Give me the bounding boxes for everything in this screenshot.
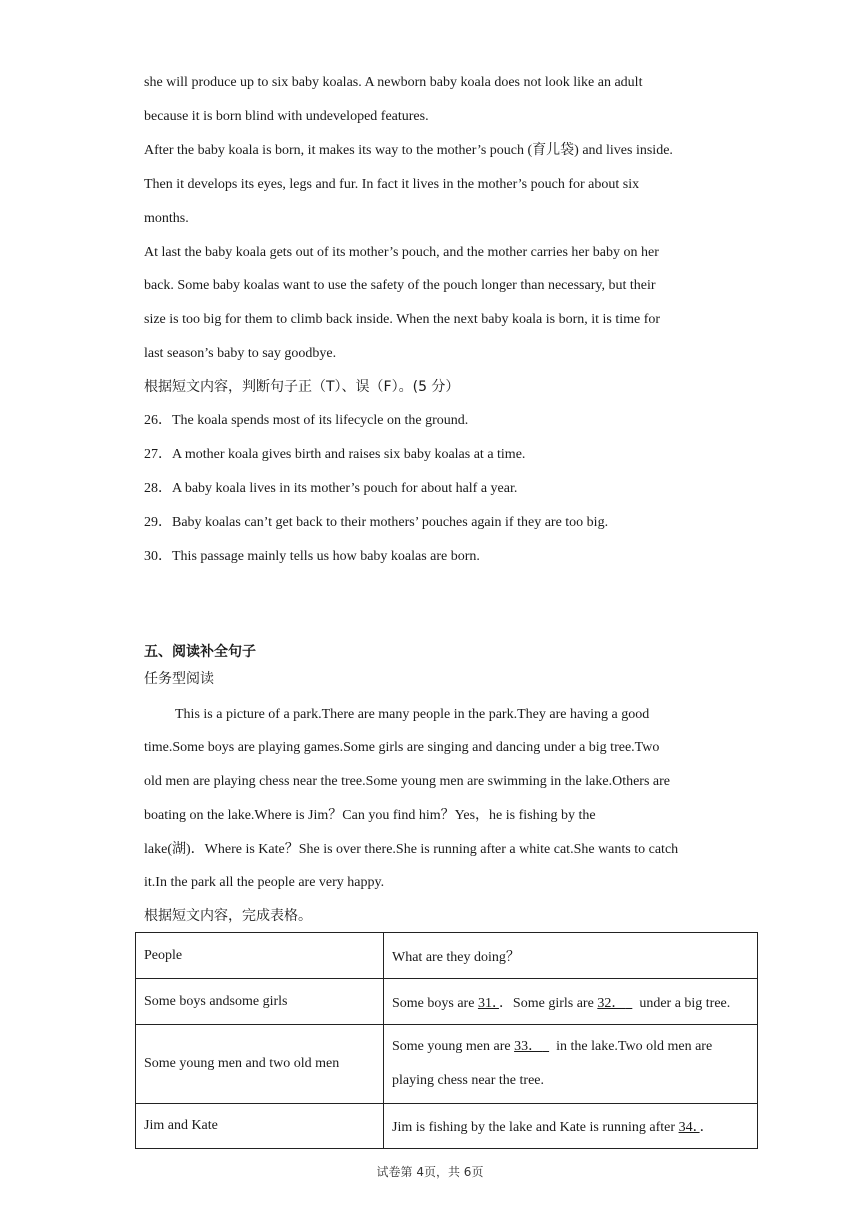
- table-header-row: [136, 933, 758, 979]
- cell-activity: [384, 1104, 758, 1149]
- cell-text: Some boys are: [392, 995, 478, 1011]
- question-item: 28．A baby koala lives in its mother’s pouch for about half a year.: [144, 481, 518, 496]
- header-people: People: [136, 933, 384, 979]
- reading-line: it.In the park all the people are very happy.: [144, 875, 385, 890]
- passage-line: After the baby koala is born, it makes its way to the mother’s pouch (育儿袋) and lives inside.: [144, 143, 673, 158]
- table-instruction: 根据短文内容，完成表格。: [144, 908, 312, 924]
- cell-people: Some boys andsome girls: [136, 979, 384, 1025]
- tf-instruction: 根据短文内容，判断句子正（T）、误（F）。(5 分）: [144, 379, 460, 395]
- reading-line: boating on the lake.Where is Jim？Can you find him？Yes，he is fishing by the: [144, 808, 596, 823]
- reading-line: lake(湖)．Where is Kate？She is over there.She is running after a white cat.She wants to catch: [144, 842, 679, 857]
- cell-text: Jim is fishing by the lake and Kate is running after: [392, 1120, 679, 1135]
- table-row: [136, 1025, 758, 1104]
- reading-line: old men are playing chess near the tree.Some young men are swimming in the lake.Others are: [144, 774, 670, 789]
- section-subtitle: 任务型阅读: [144, 671, 214, 687]
- question-item: 27．A mother koala gives birth and raises six baby koalas at a time.: [144, 447, 526, 462]
- cell-activity: [384, 979, 758, 1025]
- passage-line: months.: [144, 211, 189, 226]
- table-row: [136, 979, 758, 1025]
- cell-people: Some young men and two old men: [136, 1025, 384, 1104]
- cell-people: Jim and Kate: [136, 1104, 384, 1149]
- header-doing: What are they doing？: [384, 933, 758, 979]
- cell-text: playing chess near the tree.: [392, 1073, 544, 1088]
- cell-text: in the lake.Two old men are: [556, 1039, 713, 1054]
- cell-text: Some young men are: [392, 1039, 515, 1054]
- answer-blank-32[interactable]: 32．: [597, 995, 626, 1011]
- cell-text: ．Some girls are: [498, 995, 598, 1011]
- answer-blank-33[interactable]: 33．: [514, 1039, 543, 1054]
- passage-line: she will produce up to six baby koalas. A newborn baby koala does not look like an adult: [144, 75, 643, 90]
- page-footer: 试卷第 4页，共 6页: [376, 1165, 484, 1179]
- passage-line: Then it develops its eyes, legs and fur. In fact it lives in the mother’s pouch for about six: [144, 177, 640, 192]
- cell-text: under a big tree.: [639, 995, 731, 1011]
- question-item: 26．The koala spends most of its lifecycle on the ground.: [144, 413, 469, 428]
- question-item: 30．This passage mainly tells us how baby koalas are born.: [144, 549, 480, 564]
- section-title: 五、阅读补全句子: [144, 644, 256, 660]
- task-table: [135, 932, 758, 1149]
- passage-line: size is too big for them to climb back inside. When the next baby koala is born, it is time for: [144, 312, 661, 327]
- passage-line: back. Some baby koalas want to use the safety of the pouch longer than necessary, but their: [144, 278, 656, 293]
- cell-activity: [384, 1025, 758, 1104]
- answer-blank-34[interactable]: 34．: [678, 1120, 700, 1135]
- reading-line: time.Some boys are playing games.Some girls are singing and dancing under a big tree.Two: [144, 740, 660, 755]
- table-row: [136, 1104, 758, 1149]
- passage-line: last season’s baby to say goodbye.: [144, 346, 337, 361]
- answer-blank-31[interactable]: 31．: [477, 995, 499, 1011]
- cell-text: ．: [699, 1120, 714, 1135]
- reading-line: This is a picture of a park.There are many people in the park.They are having a good: [175, 707, 650, 722]
- question-item: 29．Baby koalas can’t get back to their mothers’ pouches again if they are too big.: [144, 515, 609, 530]
- passage-line: because it is born blind with undeveloped features.: [144, 109, 429, 124]
- passage-line: At last the baby koala gets out of its mother’s pouch, and the mother carries her baby on her: [144, 245, 659, 260]
